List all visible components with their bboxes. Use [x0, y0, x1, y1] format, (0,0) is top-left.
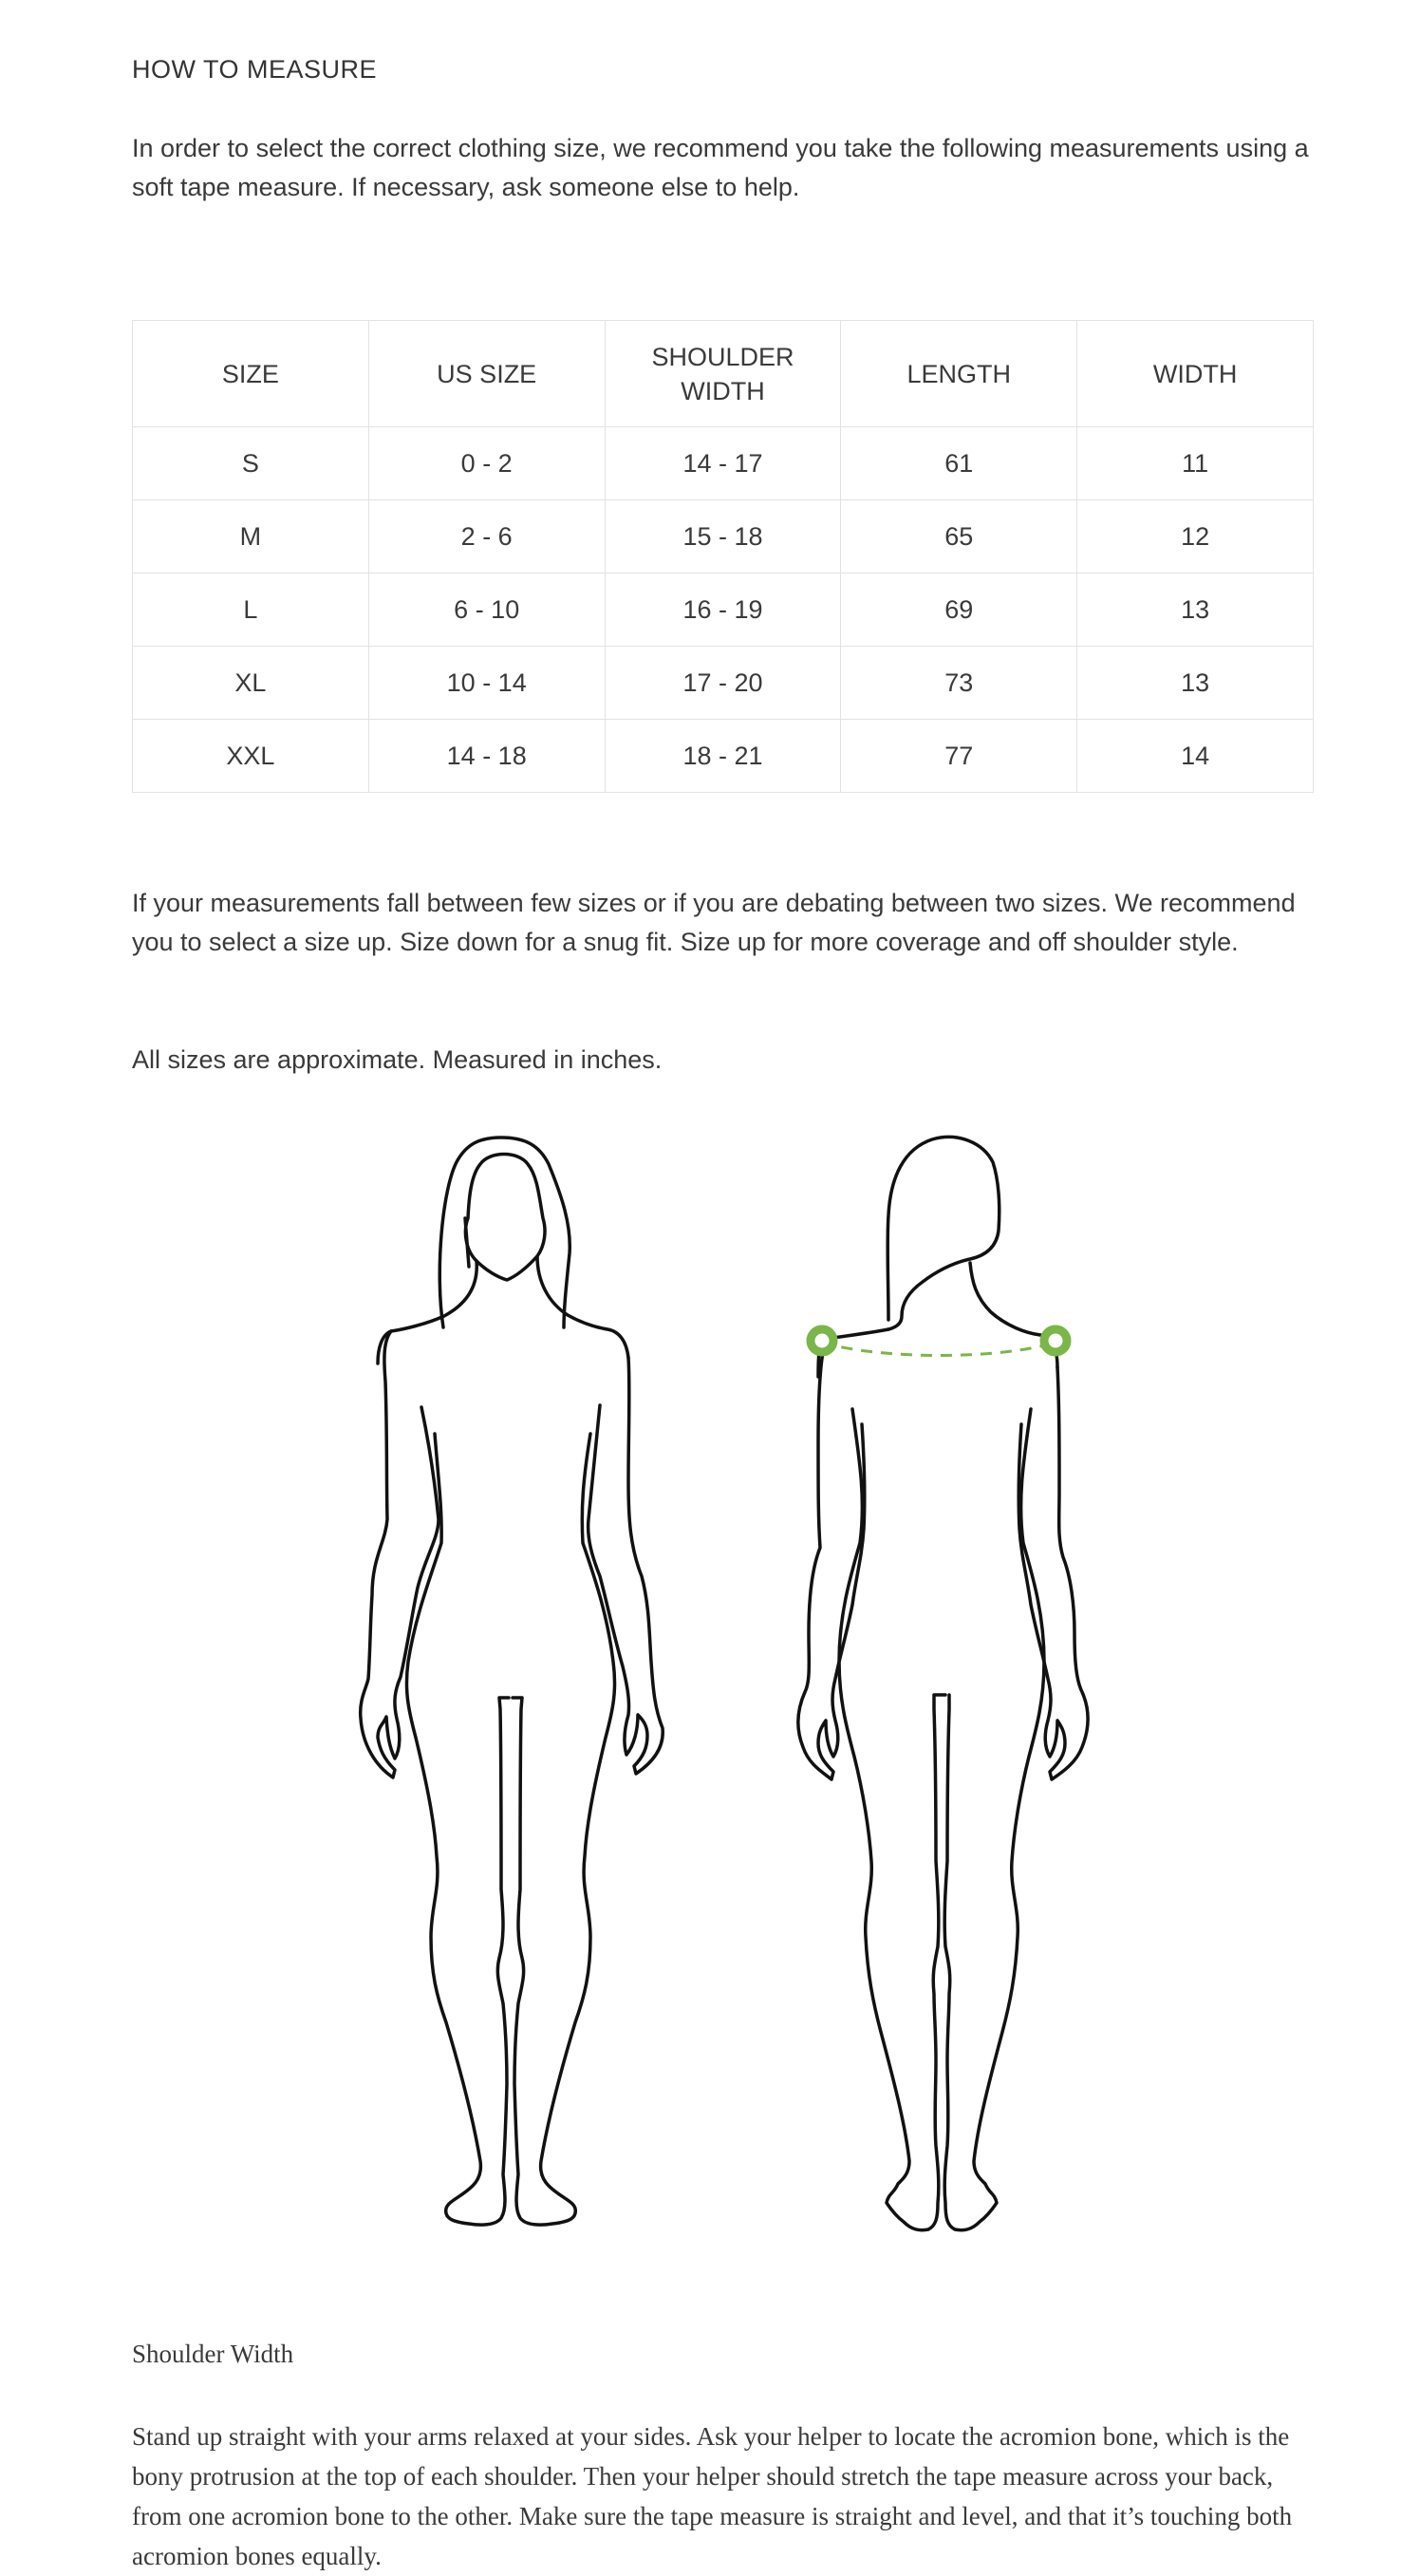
- right-acromion-marker-icon: [1044, 1329, 1067, 1352]
- cell-size: XL: [133, 647, 369, 720]
- cell-width: 11: [1077, 427, 1314, 500]
- cell-size: XXL: [133, 720, 369, 793]
- shoulder-measure-line: [822, 1343, 1056, 1356]
- table-row: [133, 720, 1314, 793]
- cell-width: 14: [1077, 720, 1314, 793]
- cell-us-size: 0 - 2: [368, 427, 605, 500]
- female-figure-front-icon: [361, 1138, 663, 2225]
- cell-us-size: 6 - 10: [368, 573, 605, 647]
- table-row: [133, 500, 1314, 573]
- left-acromion-marker-icon: [811, 1329, 833, 1352]
- cell-length: 69: [841, 573, 1077, 647]
- table-header-row: [133, 321, 1314, 427]
- cell-size: S: [133, 427, 369, 500]
- cell-shoulder-width: 15 - 18: [605, 500, 841, 573]
- cell-us-size: 14 - 18: [368, 720, 605, 793]
- header-size: SIZE: [133, 321, 369, 427]
- table-row: [133, 573, 1314, 647]
- cell-shoulder-width: 18 - 21: [605, 720, 841, 793]
- approximate-note: All sizes are approximate. Measured in inches.: [132, 1045, 663, 1074]
- header-width: WIDTH: [1077, 321, 1314, 427]
- cell-width: 13: [1077, 573, 1314, 647]
- header-length: LENGTH: [841, 321, 1077, 427]
- intro-paragraph: In order to select the correct clothing size, we recommend you take the following measurements using a soft tape measure. If necessary, ask someone else to help.: [132, 134, 1309, 201]
- cell-length: 61: [841, 427, 1077, 500]
- cell-shoulder-width: 16 - 19: [605, 573, 841, 647]
- cell-size: M: [133, 500, 369, 573]
- cell-shoulder-width: 14 - 17: [605, 427, 841, 500]
- size-chart-table: [132, 320, 1314, 793]
- size-advice-paragraph: If your measurements fall between few sizes or if you are debating between two sizes. We recommend you to select a size up. Size down for a snug fit. Size up for more coverage and off shoulder style.: [132, 889, 1296, 956]
- cell-us-size: 10 - 14: [368, 647, 605, 720]
- header-shoulder-width: SHOULDER WIDTH: [605, 321, 841, 427]
- cell-width: 12: [1077, 500, 1314, 573]
- female-figure-back-icon: [798, 1137, 1088, 2229]
- cell-length: 77: [841, 720, 1077, 793]
- table-row: [133, 647, 1314, 720]
- cell-shoulder-width: 17 - 20: [605, 647, 841, 720]
- page-title: HOW TO MEASURE: [132, 55, 378, 84]
- table-row: [133, 427, 1314, 500]
- cell-length: 73: [841, 647, 1077, 720]
- section-title: Shoulder Width: [132, 2340, 294, 2368]
- section-body: Stand up straight with your arms relaxed at your sides. Ask your helper to locate the acromion bone, which is the bony protrusion at the top of each shoulder. Then your helper should stretch the tape measure across your back, from one acromion bone to the other. Make sure the tape measure is straight and level, and that it’s touching both acromion bones equally.: [132, 2422, 1293, 2570]
- cell-length: 65: [841, 500, 1077, 573]
- cell-size: L: [133, 573, 369, 647]
- header-us-size: US SIZE: [368, 321, 605, 427]
- cell-us-size: 2 - 6: [368, 500, 605, 573]
- cell-width: 13: [1077, 647, 1314, 720]
